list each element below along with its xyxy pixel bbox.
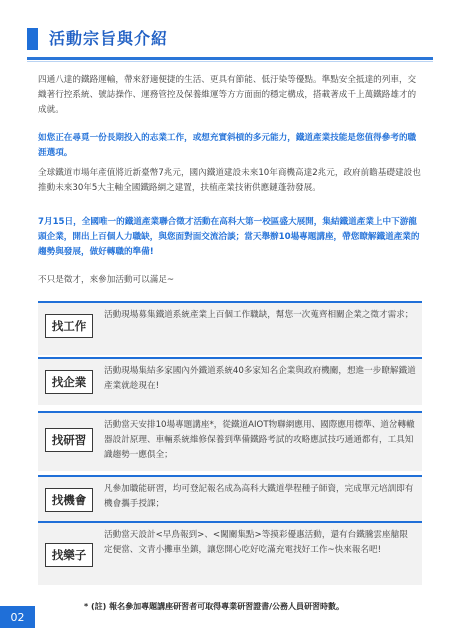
benefit-item-companies [38,357,422,405]
page-number: 02 [0,606,35,628]
footnote: * (註) 報名參加專題講座研習者可取得專業研習證書/公務人員研習時數。 [84,602,344,611]
intro-paragraph: 四通八達的鐵路運輸，帶來舒適便捷的生活、更具有節能、低汙染等優點。準點安全抵達的列車，交織著行控系統、號誌操作、運務管控及保養維運等方方面面的穩定構成，搭載著成千上萬鐵路雄才的成就。 [38,75,417,115]
career-highlight-paragraph: 如您正在尋覓一份長期投入的志業工作，或想充實斜槓的多元能力，鐵道產業技能是您值得參考的職涯選項。 [38,133,417,158]
event-highlight-paragraph: 7月15日，全國唯一的鐵道產業聯合徵才活動在高科大第一校區盛大展開，集結鐵道產業上中下游龍頭企業，開出上百個人力職缺，與您面對面交流洽談；當天舉辦10場專題講座，帶您瞭解鐵道產業的趨勢與發展，做好轉職的準備! [38,217,420,257]
benefit-description: 活動當天設計<早鳥報到>、<闖關集點>等摸彩優惠活動，還有台鐵騰雲座艙限定便當、文青小攤車坐鎮，讓您開心吃好吃滿充電找好工作~快來報名吧! [104,530,408,555]
header-accent-bar [27,28,38,50]
benefit-description: 活動現場集結多家國內外鐵道系統40多家知名企業與政府機關，想進一步瞭解鐵道產業就趁現在! [104,366,416,391]
page-title: 活動宗旨與介紹 [49,29,169,48]
benefit-label: 找樂子 [45,543,93,567]
benefit-label: 找工作 [45,314,93,338]
benefit-description: 活動現場募集鐵道系統產業上百個工作職缺，幫您一次蒐齊相關企業之徵才需求； [104,310,414,320]
benefit-label: 找研習 [45,428,93,452]
benefit-label: 找企業 [45,370,93,394]
benefit-description: 活動當天安排10場專題講座*，從鐵道AIOT物聯網應用、國際應用標準、道岔轉轍器設計原理、車輛系統維修保養到準備鐵路考試的攻略應試技巧通通都有，工具知識趨勢一應俱全； [104,420,415,460]
benefit-item-fun [38,521,422,585]
benefits-intro: 不只是徵才，來參加活動可以滿足~ [38,275,175,285]
benefit-description: 凡參加職能研習，均可登記報名成為高科大鐵道學程種子師資，完成單元培訓即有機會攜手授課； [104,484,414,509]
section-header [0,22,453,62]
benefit-item-opportunities [38,475,422,527]
benefit-item-jobs [38,301,422,355]
benefit-label: 找機會 [45,488,93,512]
market-paragraph: 全球鐵道市場年產值將近新臺幣7兆元，國內鐵道建設未來10年商機高達2兆元，政府前瞻基礎建設也推動未來30年5大主軸全國鐵路網之建置，扶植產業技術供應鏈蓬勃發展。 [38,168,421,193]
benefit-item-workshops [38,411,422,471]
header-divider [27,57,433,60]
